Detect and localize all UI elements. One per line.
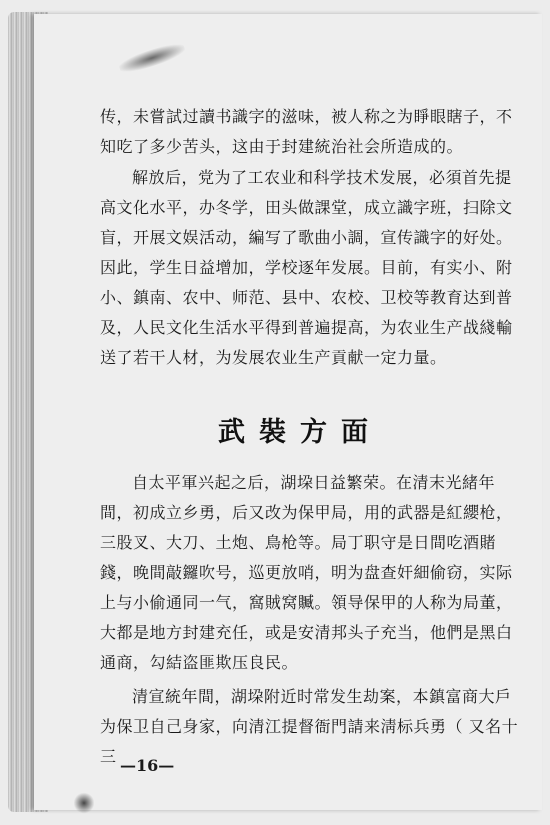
page-number: —16—	[120, 756, 175, 775]
paragraph-text: 清宣統年間，湖垜附近时常发生劫案，本鎮富商大戶为保卫自己身家，向清江提督衙門請来淸标兵勇（ 又名十三	[100, 687, 519, 766]
ink-blot	[74, 792, 94, 814]
paragraph-continued	[100, 102, 525, 162]
section-heading: 武裝方面	[218, 417, 382, 448]
paragraph-taiping	[100, 468, 525, 678]
paragraph-text: 解放后，党为了工农业和科学技术发展，必須首先提高文化水平，办冬学，田头做課堂，成立識字班，扫除文盲，开展文娱活动，編写了歌曲小調，宣传識字的好处。因此，学生日益增加，学校逐年发展。目前，有实小、附小、鎮南、农中、师范、县中、农校、卫校等教育达到普及，人民文化生活水平得到普遍提高，为农业生产战綫輸送了若干人材，为发展农业生产貢献一定力量。	[100, 168, 513, 367]
paragraph-text: 自太平軍兴起之后，湖垜日益繁荣。在清末光緒年間，初成立乡勇，后又改为保甲局，用的武器是紅纓枪，三股叉、大刀、土炮、鳥枪等。局丁职守是日間吃酒賭錢，晚間敲鑼吹号，巡更放哨，明为盘查奸細偷窃，实际上与小偷通同一气，窩賊窝贓。領导保甲的人称为局董，大都是地方封建充任，或是安清邦头子充当，他們是黑白通商，勾結盗匪欺压良民。	[100, 473, 513, 672]
paragraph-text: 传，未嘗試过讀书識字的滋味，被人称之为睜眼瞎子，不知吃了多少苦头，这由于封建統治社会所造成的。	[100, 107, 513, 156]
paragraph-liberation	[100, 163, 525, 373]
ink-smudge	[117, 40, 187, 76]
